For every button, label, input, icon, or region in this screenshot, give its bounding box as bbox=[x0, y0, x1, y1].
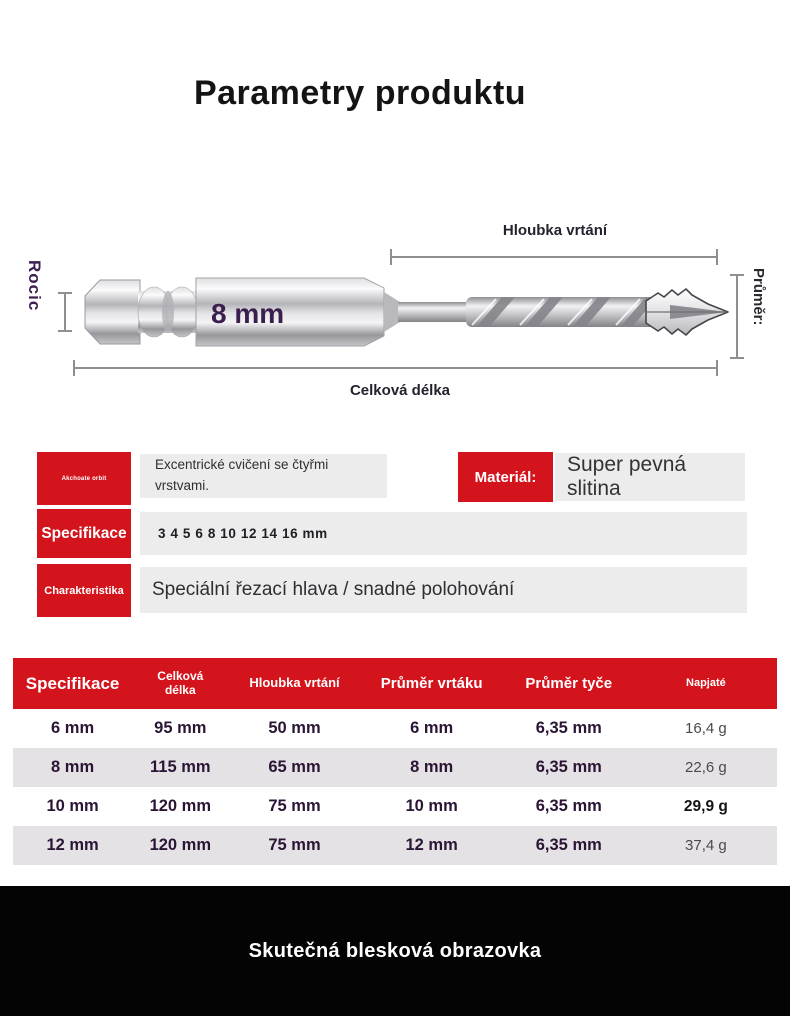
table-cell: 65 mm bbox=[268, 758, 321, 776]
bit-size-text: 8 mm bbox=[211, 298, 285, 329]
table-cell: 6,35 mm bbox=[535, 719, 602, 737]
table-cell: 120 mm bbox=[149, 797, 212, 815]
diameter-dimension-line bbox=[736, 274, 738, 359]
table-cell: 16,4 g bbox=[685, 720, 727, 737]
table-cell: 29,9 g bbox=[683, 797, 728, 815]
column-header: Specifikace bbox=[25, 673, 120, 693]
shank-dimension-line bbox=[64, 292, 66, 332]
eccentric-feature-line1: Excentrické cvičení se čtyřmi bbox=[155, 457, 329, 473]
dimension-tick bbox=[390, 249, 392, 265]
table-row bbox=[13, 748, 777, 787]
table-cell: 8 mm bbox=[51, 758, 95, 776]
table-cell: 12 mm bbox=[405, 836, 458, 854]
material-chip-label: Materiál: bbox=[474, 468, 537, 486]
eccentric-feature-chip-label: Akchoate orbit bbox=[61, 475, 107, 482]
drill-dimension-diagram bbox=[0, 210, 790, 410]
table-cell: 8 mm bbox=[410, 758, 454, 776]
sizes-value: 3 4 5 6 8 10 12 14 16 mm bbox=[158, 526, 328, 541]
footer-caption: Skutečná blesková obrazovka bbox=[248, 939, 542, 962]
table-cell: 75 mm bbox=[268, 836, 321, 854]
eccentric-feature-line2: vrstvami. bbox=[155, 478, 209, 493]
table-cell: 12 mm bbox=[46, 836, 99, 854]
drilling-depth-label: Hloubka vrtání bbox=[502, 222, 608, 239]
shank-size-label: Rocic bbox=[25, 260, 44, 312]
table-row bbox=[13, 787, 777, 826]
dimension-tick bbox=[58, 330, 72, 332]
table-cell: 50 mm bbox=[268, 719, 321, 737]
characteristics-value: Speciální řezací hlava / snadné polohování bbox=[152, 579, 515, 600]
table-cell: 10 mm bbox=[405, 797, 458, 815]
table-cell: 115 mm bbox=[150, 758, 211, 776]
column-header: Celková délka bbox=[157, 668, 204, 697]
dimension-tick bbox=[73, 360, 75, 376]
dimension-tick bbox=[716, 360, 718, 376]
drilling-depth-dimension-line bbox=[390, 256, 718, 258]
table-header-row bbox=[13, 658, 777, 709]
sizes-chip bbox=[37, 509, 131, 558]
eccentric-feature-chip bbox=[37, 452, 131, 505]
table-row bbox=[13, 826, 777, 865]
eccentric-feature-panel bbox=[140, 454, 387, 498]
specifications-table bbox=[13, 658, 777, 865]
total-length-label: Celková délka bbox=[349, 382, 451, 399]
characteristics-chip-label: Charakteristika bbox=[44, 584, 124, 597]
dimension-tick bbox=[716, 249, 718, 265]
column-header: Průměr tyče bbox=[525, 674, 613, 692]
column-header: Hloubka vrtání bbox=[249, 675, 340, 691]
table-cell: 95 mm bbox=[154, 719, 207, 737]
page-title: Parametry produktu bbox=[193, 74, 527, 112]
column-header: Průměr vrtáku bbox=[380, 674, 483, 692]
footer-banner bbox=[0, 886, 790, 1016]
sizes-panel bbox=[140, 512, 747, 555]
material-chip bbox=[458, 452, 553, 502]
sizes-chip-label: Specifikace bbox=[41, 524, 127, 542]
table-cell: 6 mm bbox=[410, 719, 454, 737]
drill-bit-illustration bbox=[78, 266, 733, 358]
table-cell: 37,4 g bbox=[685, 837, 727, 854]
total-length-dimension-line bbox=[73, 367, 718, 369]
table-cell: 120 mm bbox=[149, 836, 212, 854]
table-row bbox=[13, 709, 777, 748]
characteristics-panel bbox=[140, 567, 747, 613]
table-cell: 6 mm bbox=[51, 719, 95, 737]
table-cell: 10 mm bbox=[46, 797, 99, 815]
material-value: Super pevná slitina bbox=[567, 453, 687, 500]
table-cell: 6,35 mm bbox=[535, 836, 602, 854]
table-cell: 6,35 mm bbox=[535, 797, 602, 815]
table-cell: 22,6 g bbox=[685, 759, 727, 776]
column-header: Napjaté bbox=[686, 677, 726, 690]
diameter-label: Průměr: bbox=[750, 268, 767, 326]
material-panel bbox=[555, 453, 745, 501]
dimension-tick bbox=[58, 292, 72, 294]
table-cell: 6,35 mm bbox=[535, 758, 602, 776]
table-cell: 75 mm bbox=[268, 797, 321, 815]
characteristics-chip bbox=[37, 564, 131, 617]
